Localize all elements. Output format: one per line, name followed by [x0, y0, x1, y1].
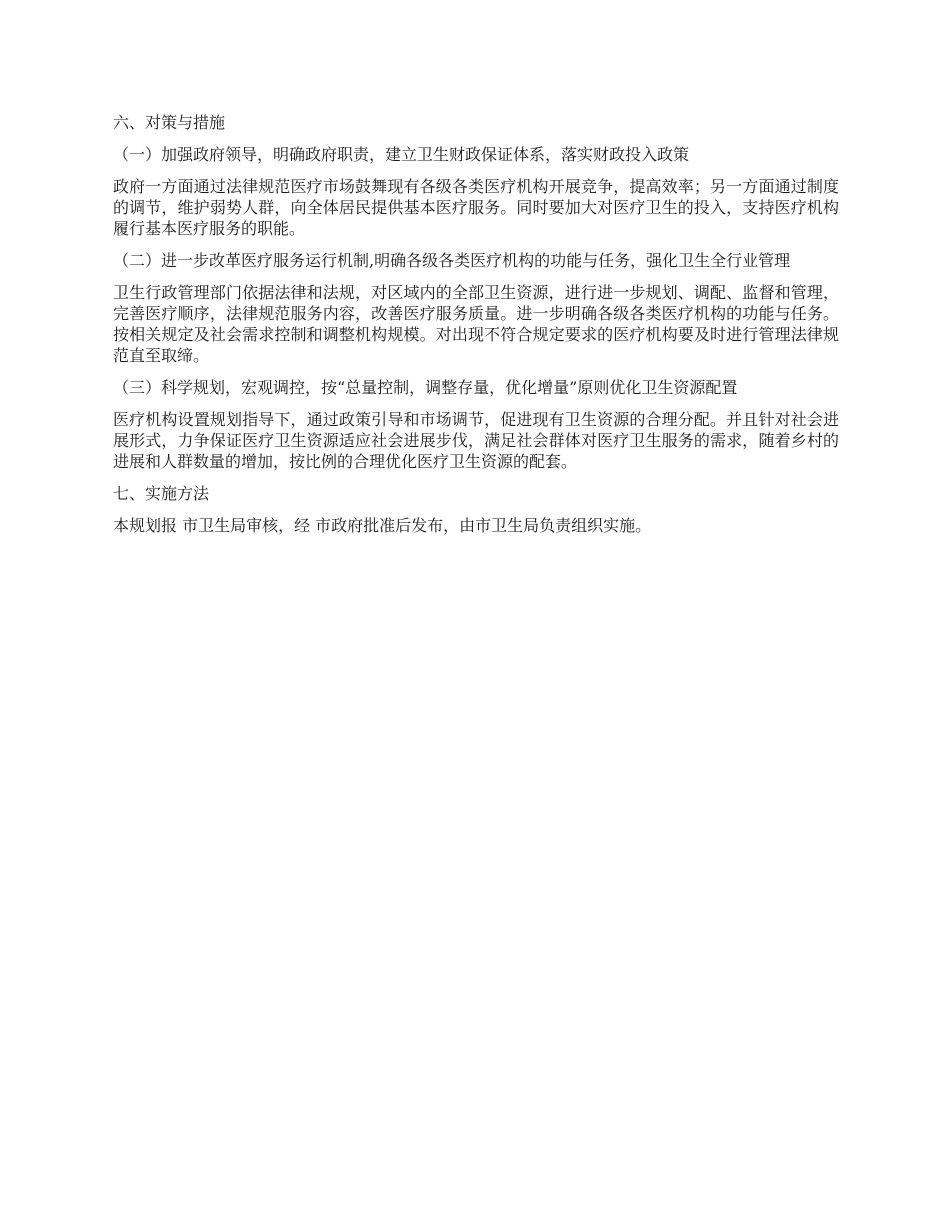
subsection-heading-1: （一）加强政府领导，明确政府职责，建立卫生财政保证体系，落实财政投入政策	[113, 145, 690, 164]
section-heading-seven: 七、实施方法	[113, 484, 210, 503]
paragraph-3: 医疗机构设置规划指导下，通过政策引导和市场调节，促进现有卫生资源的合理分配。并且针对社会进展形式，力争保证医疗卫生资源适应社会进展步伐，满足社会群体对医疗卫生服务的需求，随着乡村的进展和人群数量的增加，按比例的合理优化医疗卫生资源的配套。	[113, 410, 839, 471]
paragraph-1: 政府一方面通过法律规范医疗市场鼓舞现有各级各类医疗机构开展竞争，提高效率；另一方面通过制度的调节，维护弱势人群，向全体居民提供基本医疗服务。同时要加大对医疗卫生的投入，支持医疗机构履行基本医疗服务的职能。	[113, 177, 839, 238]
subsection-heading-3: （三）科学规划，宏观调控，按“总量控制，调整存量，优化增量”原则优化卫生资源配置	[113, 378, 738, 397]
paragraph-2: 卫生行政管理部门依据法律和法规，对区域内的全部卫生资源，进行进一步规划、调配、监督和管理，完善医疗顺序，法律规范服务内容，改善医疗服务质量。进一步明确各级各类医疗机构的功能与任务。按相关规定及社会需求控制和调整机构规模。对出现不符合规定要求的医疗机构要及时进行管理法律规范直至取缔。	[113, 283, 839, 365]
document-page	[113, 112, 839, 547]
section-heading-six: 六、对策与措施	[113, 113, 226, 132]
paragraph-4: 本规划报 市卫生局审核，经 市政府批准后发布，由市卫生局负责组织实施。	[113, 516, 652, 535]
subsection-heading-2: （二）进一步改革医疗服务运行机制,明确各级各类医疗机构的功能与任务，强化卫生全行业管理	[113, 251, 791, 270]
